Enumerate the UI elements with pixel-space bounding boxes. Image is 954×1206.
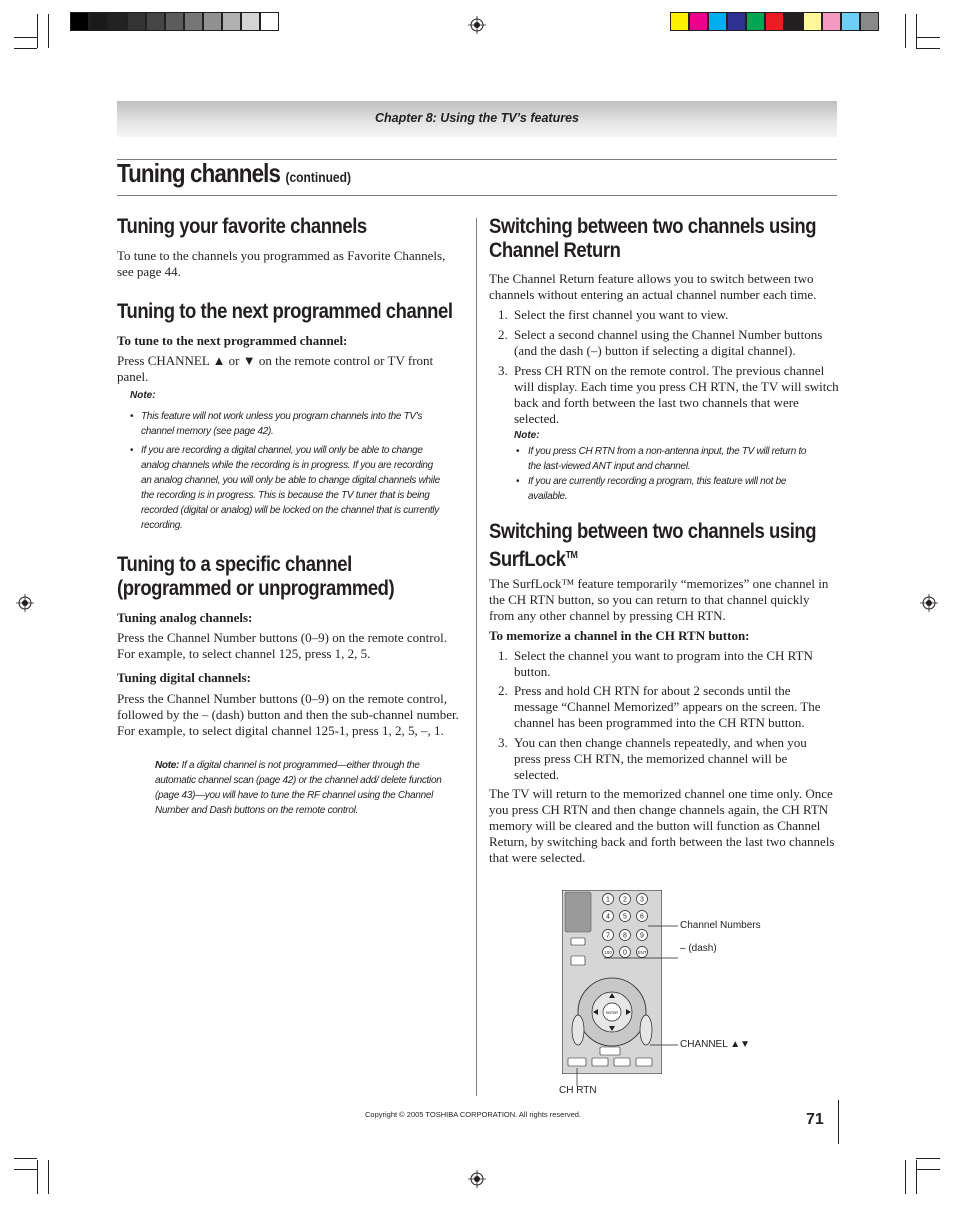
surflock-word: SurfLock <box>489 548 566 571</box>
color-swatch <box>203 12 222 31</box>
specific-note <box>155 758 445 818</box>
callout-lines <box>560 890 680 1090</box>
color-swatch <box>260 12 279 31</box>
return-step-2: Select a second channel using the Channel Number buttons (and the dash (–) button if selecting a digital channel). <box>514 327 823 358</box>
color-swatch <box>165 12 184 31</box>
callout-dash: – (dash) <box>680 943 717 954</box>
color-swatch <box>708 12 727 31</box>
heading-specific-line2: (programmed or unprogrammed) <box>117 577 395 600</box>
analog-lead: Tuning analog channels: <box>117 610 253 625</box>
step-number: 1. <box>498 648 508 663</box>
callout-channel-numbers: Channel Numbers <box>680 920 761 931</box>
color-swatch <box>803 12 822 31</box>
remote-key-label: 7 <box>606 932 610 940</box>
surflock-body: The SurfLock™ feature temporarily “memorizes” one channel in the CH RTN button, so you can return to that channel quickly from any other channel by pressing CH RTN. <box>489 576 829 623</box>
color-swatch <box>108 12 127 31</box>
surflock-step-2: Press and hold CH RTN for about 2 seconds until the message “Channel Memorized” appears on the screen. The channel has been programmed into the CH RTN button. <box>514 683 821 730</box>
heading-favorite: Tuning your favorite channels <box>117 215 367 238</box>
surflock-closing: The TV will return to the memorized channel one time only. Once you press CH RTN and then change channels again, the CH RTN memory will be cleared and the button will function as Channel Return, by switching back and forth between the last two channels that were selected. <box>489 786 835 865</box>
color-swatch <box>822 12 841 31</box>
remote-key-label: 6 <box>640 913 644 921</box>
heading-surflock-line1: Switching between two channels using <box>489 520 817 543</box>
enter-key-label: ENTER <box>606 1011 618 1015</box>
return-step-3: Press CH RTN on the remote control. The previous channel will display. Each time you press CH RTN, the TV will switch back and forth between the last two channels that were selected. <box>514 363 839 426</box>
trademark: TM <box>565 550 578 561</box>
specific-note-label: Note: <box>155 760 180 771</box>
chapter-title: Chapter 8: Using the TV’s features <box>375 111 579 125</box>
color-swatch <box>746 12 765 31</box>
next-note-label: Note: <box>130 390 156 401</box>
return-note-1: If you press CH RTN from a non-antenna input, the TV will return to the last-viewed ANT input and channel. <box>528 446 807 472</box>
callout-ch-rtn: CH RTN <box>559 1085 597 1096</box>
heading-next-channel: Tuning to the next programmed channel <box>117 300 453 323</box>
step-number: 3. <box>498 363 508 378</box>
registration-mark-icon <box>468 16 486 34</box>
page-title <box>117 158 351 189</box>
return-note-label: Note: <box>514 430 540 441</box>
color-swatch <box>784 12 803 31</box>
heading-surflock-line2 <box>489 544 577 572</box>
step-number: 2. <box>498 683 508 698</box>
analog-body: Press the Channel Number buttons (0–9) on the remote control. For example, to select channel 125, press 1, 2, 5. <box>117 630 447 661</box>
bullet-icon: • <box>516 476 520 487</box>
registration-mark-icon <box>16 594 34 612</box>
digital-body: Press the Channel Number buttons (0–9) on the remote control, followed by the – (dash) button and then the sub-channel number. For example, to select digital channel 125-1, press 1, 2, 5, –, 1. <box>117 691 459 738</box>
page-number: 71 <box>806 1111 824 1128</box>
remote-key-label: 1 <box>606 896 610 904</box>
color-swatch <box>222 12 241 31</box>
remote-key-label: 100 <box>604 950 612 955</box>
color-swatch <box>689 12 708 31</box>
return-note-2: If you are currently recording a program, this feature will not be available. <box>528 476 787 502</box>
remote-key-label: 2 <box>623 896 627 904</box>
color-swatch <box>241 12 260 31</box>
registration-mark-icon <box>920 594 938 612</box>
color-swatch <box>89 12 108 31</box>
page-title-suffix: (continued) <box>285 169 352 185</box>
color-swatch <box>727 12 746 31</box>
step-number: 1. <box>498 307 508 322</box>
remote-key-label: 4 <box>606 913 610 921</box>
page-title-text: Tuning channels <box>117 158 281 188</box>
surflock-step-1: Select the channel you want to program into the CH RTN button. <box>514 648 813 679</box>
next-lead: To tune to the next programmed channel: <box>117 333 348 348</box>
color-swatch <box>765 12 784 31</box>
bullet-icon: • <box>516 446 520 457</box>
next-note-1: This feature will not work unless you program channels into the TV’s channel memory (see page 42). <box>141 411 423 437</box>
color-swatch <box>146 12 165 31</box>
color-swatch <box>70 12 89 31</box>
heading-return-line1: Switching between two channels using <box>489 215 817 238</box>
color-bar <box>670 12 879 31</box>
heading-specific-line1: Tuning to a specific channel <box>117 553 352 576</box>
title-rule-bottom <box>117 195 837 196</box>
color-swatch <box>184 12 203 31</box>
return-body: The Channel Return feature allows you to switch between two channels without entering an actual channel number each time. <box>489 271 817 302</box>
remote-key-label: 3 <box>640 896 644 904</box>
color-swatch <box>860 12 879 31</box>
color-swatch <box>841 12 860 31</box>
remote-key-label: 0 <box>623 949 627 957</box>
remote-key-label: 5 <box>623 913 627 921</box>
grayscale-bar <box>70 12 279 31</box>
registration-mark-icon <box>468 1170 486 1188</box>
callout-channel: CHANNEL ▲▼ <box>680 1039 750 1050</box>
digital-lead: Tuning digital channels: <box>117 670 251 685</box>
copyright-notice: Copyright © 2005 TOSHIBA CORPORATION. All rights reserved. <box>365 1110 582 1119</box>
surflock-step-3: You can then change channels repeatedly, and when you press press CH RTN, the memorized channel will be selected. <box>514 735 807 782</box>
next-note-2: If you are recording a digital channel, you will only be able to change analog channels while the recording is in progress. If you are recording an analog channel, you will only be able to change digital channels while the recording is in progress. This is because the TV tuner that is being recorded (digital or analog) will be locked on the channel that is currently recording. <box>141 445 440 531</box>
specific-note-text: If a digital channel is not programmed—either through the automatic channel scan (page 42) or the channel add/ delete function (page 43)—you will have to tune the RF channel using the Channel Number and Dash buttons on the remote control. <box>155 760 442 816</box>
step-number: 2. <box>498 327 508 342</box>
column-divider <box>476 218 477 1096</box>
color-swatch <box>670 12 689 31</box>
remote-key-label: 9 <box>640 932 644 940</box>
heading-return-line2: Channel Return <box>489 239 621 262</box>
chapter-header-band <box>117 101 837 137</box>
step-number: 3. <box>498 735 508 750</box>
next-body: Press CHANNEL ▲ or ▼ on the remote control or TV front panel. <box>117 353 434 384</box>
return-step-1: Select the first channel you want to view. <box>514 307 729 322</box>
remote-key-label: 8 <box>623 932 627 940</box>
surflock-lead: To memorize a channel in the CH RTN button: <box>489 628 750 643</box>
bullet-icon: • <box>130 445 134 456</box>
bullet-icon: • <box>130 411 134 422</box>
favorite-body: To tune to the channels you programmed as Favorite Channels, see page 44. <box>117 248 446 279</box>
color-swatch <box>127 12 146 31</box>
remote-key-label: ENT <box>637 950 647 955</box>
